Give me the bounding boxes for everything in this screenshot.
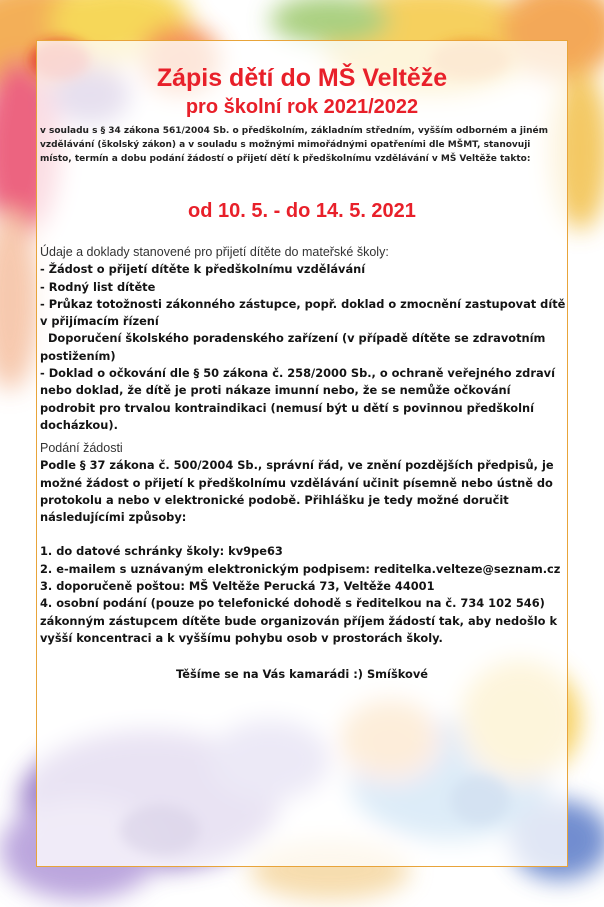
submission-heading: Podání žádosti — [40, 441, 123, 455]
requirement-item: - Doklad o očkování dle § 50 zákona č. 258/2000 Sb., o ochraně veřejného zdraví nebo doklad, že dítě je proti nákaze imunní nebo, že se nemůže očkování podrobit pro trvalou kontraindikaci (nemusí být u dětí s povinnou předškolní docházkou). — [40, 366, 555, 432]
page-title: Zápis dětí do MŠ Veltěže — [156, 64, 448, 92]
requirement-item: Doporučení školského poradenského zařízení (v případě dítěte se zdravotním postižením) — [40, 331, 550, 363]
page-subtitle: pro školní rok 2021/2022 — [185, 96, 419, 118]
submission-text: Podle § 37 zákona č. 500/2004 Sb., správní řád, ve znění pozdějších předpisů, je možné žádost o přijetí k předškolnímu vzdělávání učinit písemně nebo ústně do protokolu a nebo v elektronické podobě. Přihlášku je tedy možné doručit následujícími způsoby: — [40, 458, 554, 525]
requirements-section — [40, 244, 566, 434]
requirement-item: - Žádost o přijetí dítěte k předškolnímu vzdělávání — [40, 262, 366, 277]
intro-paragraph: v souladu s § 34 zákona 561/2004 Sb. o předškolním, základním středním, vyšším odborném a jiném vzdělávání (školský zákon) a v souladu s možnými mimořádnými opatřeními dle MŠMT, stanovuji místo, termín a dobu podání žádostí o přijetí dětí k předškolnímu vzdělávání v MŠ Veltěže takto: — [40, 126, 548, 164]
submission-method: 4. osobní podání (pouze po telefonické dohodě s ředitelkou na č. 734 102 546) zákonným zástupcem dítěte bude organizován příjem žádostí tak, aby nedošlo k vyšší koncentraci a k vyššímu pohybu osob v prostorách školy. — [40, 596, 558, 645]
submission-method: 2. e-mailem s uznávaným elektronickým podpisem: reditelka.velteze@seznam.cz — [40, 561, 561, 576]
submission-section — [40, 440, 566, 647]
requirement-item: - Průkaz totožnosti zákonného zástupce, popř. doklad o zmocnění zastupovat dítě v přijímacím řízení — [40, 296, 566, 329]
closing-message: Těšíme se na Vás kamarádi :) Smíškové — [176, 667, 428, 681]
submission-method: 1. do datové schránky školy: kv9pe63 — [40, 544, 283, 559]
submission-method: 3. doporučeně poštou: MŠ Veltěže Perucká 73, Veltěže 44001 — [40, 579, 435, 594]
requirements-heading: Údaje a doklady stanovené pro přijetí dítěte do mateřské školy: — [40, 245, 389, 259]
requirement-item: - Rodný list dítěte — [40, 279, 156, 294]
enrollment-dates: od 10. 5. - do 14. 5. 2021 — [188, 200, 416, 222]
